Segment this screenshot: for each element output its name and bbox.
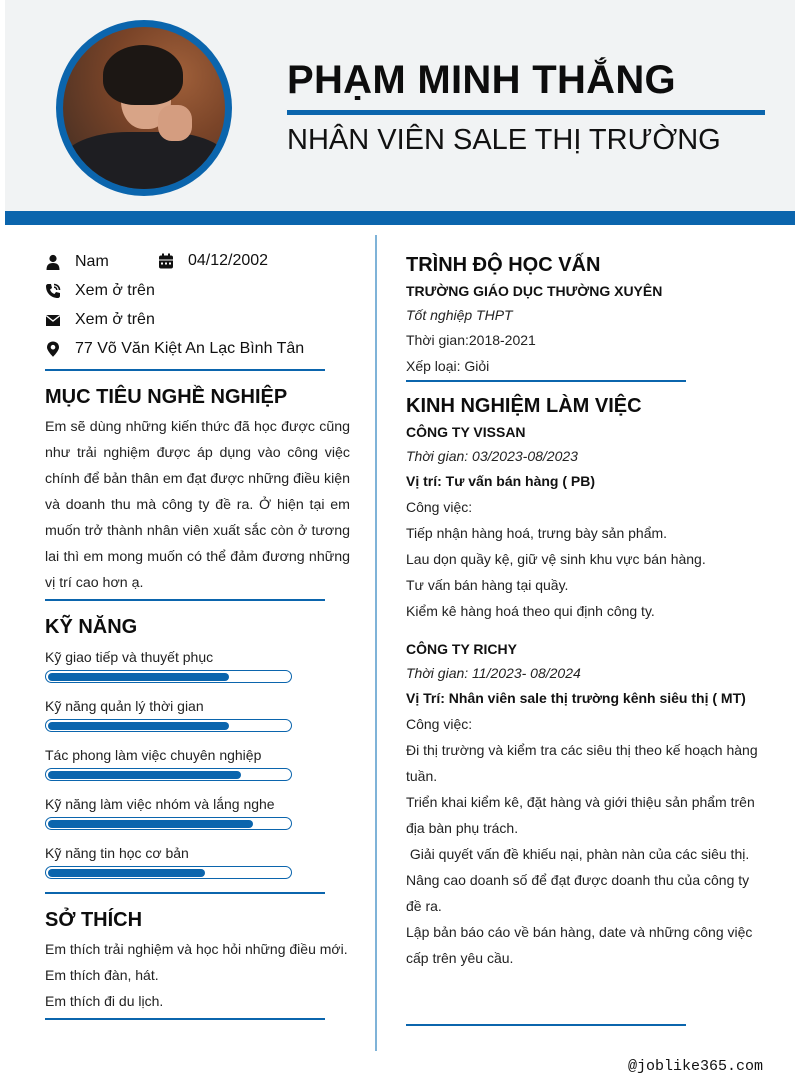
section-divider (45, 1018, 325, 1020)
job-duty: Tư vấn bán hàng tại quầy. (406, 577, 569, 593)
email-value: Xem ở trên (75, 311, 155, 328)
hobby-item: Em thích đi du lịch. (45, 993, 164, 1009)
job-title: NHÂN VIÊN SALE THỊ TRƯỜNG (287, 124, 721, 156)
job-duty: Đi thị trường và kiểm tra các siêu thị theo kế hoạch hàng (406, 742, 758, 758)
job-duty: địa bàn phụ trách. (406, 820, 519, 836)
section-divider (45, 599, 325, 601)
skill-label: Kỹ giao tiếp và thuyết phục (45, 649, 214, 665)
map-pin-icon (45, 341, 61, 357)
job-position: Vị Trí: Nhân viên sale thị trường kênh siêu thị ( MT) (406, 690, 746, 706)
skill-label: Kỹ năng tin học cơ bản (45, 845, 189, 861)
column-divider (375, 235, 377, 1051)
skill-bar-fill (48, 771, 241, 779)
photo-hand (158, 105, 192, 141)
skill-bar-fill (48, 722, 229, 730)
dob-value: 04/12/2002 (188, 252, 269, 269)
skill-bar-fill (48, 869, 205, 877)
job-duty: tuần. (406, 768, 438, 784)
section-divider (406, 1024, 686, 1026)
calendar-icon (158, 253, 174, 269)
job-position: Vị trí: Tư vấn bán hàng ( PB) (406, 473, 596, 489)
job-duties-label: Công việc: (406, 716, 473, 732)
user-icon (45, 254, 61, 270)
phone-value: Xem ở trên (75, 282, 155, 299)
job-duty: Lập bản báo cáo về bán hàng, date và những công việc (406, 924, 753, 940)
contact-dob (158, 252, 268, 270)
job-company: CÔNG TY RICHY (406, 641, 517, 657)
job-duty: đề ra. (406, 898, 442, 914)
contact-address (45, 339, 304, 359)
photo-hair (103, 45, 183, 105)
contact-email (45, 310, 155, 330)
contact-phone (45, 281, 155, 301)
skill-label: Kỹ năng quản lý thời gian (45, 698, 204, 714)
experience-heading: KINH NGHIỆM LÀM VIỆC (406, 395, 642, 417)
photo-image (63, 27, 225, 189)
objective-text: Em sẽ dùng những kiến thức đã học được cũng như trải nghiệm được áp dụng vào công việc chính để bản thân em đạt được những điều kiện và doanh thu mà công ty đề ra. Ở hiện tại em muốn trở thành nhân viên xuất sắc còn ở tương lai thì em mong muốn có thể đảm đương những vị trí cao hơn ạ. (45, 419, 350, 591)
job-duty: Tiếp nhận hàng hoá, trưng bày sản phẩm. (406, 525, 668, 541)
gender-value: Nam (75, 253, 109, 270)
job-period: Thời gian: 11/2023- 08/2024 (406, 665, 581, 681)
name-underline (287, 110, 765, 115)
photo-shirt (63, 132, 225, 189)
skill-bar (45, 817, 292, 830)
skill-label: Tác phong làm việc chuyên nghiệp (45, 747, 262, 763)
job-duty: Triển khai kiểm kê, đặt hàng và giới thiệu sản phẩm trên (406, 794, 755, 810)
hobby-item: Em thích đàn, hát. (45, 967, 159, 983)
address-value: 77 Võ Văn Kiệt An Lạc Bình Tân (75, 340, 305, 357)
hobbies-heading: SỞ THÍCH (45, 909, 143, 931)
contact-gender (45, 252, 109, 272)
skill-bar (45, 670, 292, 683)
objective-heading: MỤC TIÊU NGHỀ NGHIỆP (45, 386, 288, 408)
education-school: TRƯỜNG GIÁO DỤC THƯỜNG XUYÊN (406, 283, 663, 299)
section-divider (45, 369, 325, 371)
skill-bar-fill (48, 673, 229, 681)
job-duty: Kiểm kê hàng hoá theo qui định công ty. (406, 603, 655, 619)
envelope-icon (45, 312, 61, 328)
profile-photo (56, 20, 232, 196)
job-period: Thời gian: 03/2023-08/2023 (406, 448, 578, 464)
job-duty: Nâng cao doanh số để đạt được doanh thu của công ty (406, 872, 750, 888)
skill-label: Kỹ năng làm việc nhóm và lắng nghe (45, 796, 275, 812)
education-heading: TRÌNH ĐỘ HỌC VẤN (406, 254, 601, 276)
job-duty: Giải quyết vấn đề khiếu nại, phàn nàn của các siêu thị. (406, 846, 750, 862)
job-duties-label: Công việc: (406, 499, 473, 515)
skill-bar-fill (48, 820, 253, 828)
job-duty: Lau dọn quầy kệ, giữ vệ sinh khu vực bán hàng. (406, 551, 706, 567)
job-duty: cấp trên yêu cầu. (406, 950, 514, 966)
hobby-item: Em thích trải nghiệm và học hỏi những điều mới. (45, 941, 348, 957)
skill-bar (45, 866, 292, 879)
candidate-name: PHẠM MINH THẮNG (287, 58, 676, 102)
watermark: @joblike365.com (628, 1058, 764, 1075)
phone-icon (45, 283, 61, 299)
skill-bar (45, 768, 292, 781)
education-degree: Tốt nghiệp THPT (406, 307, 513, 323)
header-band (5, 211, 795, 225)
section-divider (45, 892, 325, 894)
section-divider (406, 380, 686, 382)
skills-heading: KỸ NĂNG (45, 616, 138, 638)
education-period: Thời gian:2018-2021 (406, 332, 536, 348)
education-grade: Xếp loại: Giỏi (406, 358, 490, 374)
job-company: CÔNG TY VISSAN (406, 424, 526, 440)
skill-bar (45, 719, 292, 732)
